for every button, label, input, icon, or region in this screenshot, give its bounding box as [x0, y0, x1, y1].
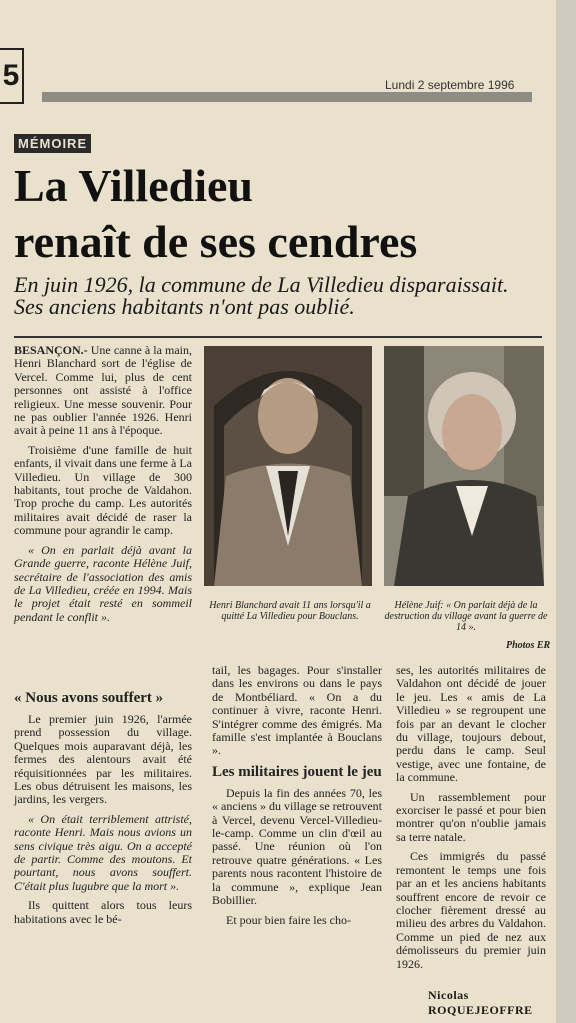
photo-henri-blanchard [204, 346, 372, 586]
paragraph: tail, les bagages. Pour s'installer dans les environs ou dans le pays de Montbéliard. « On a du continuer à vivre, raconte Henri. S'intégrer comme des émigrés. Ma famille s'est implantée à Bouclans ». [212, 663, 382, 758]
paragraph: Troisième d'une famille de huit enfants, il vivait dans une ferme à La Villedieu. Un village de 300 habitants, tout proche de Valdahon. Trop proche du camp. Les autorités militaires avait décidé de raser la commune pour agrandir le camp. [14, 442, 192, 538]
paragraph: « On était terriblement attristé, raconte Henri. Mais nous avions un sens civique très aigu. On a accepté de partir. Comme des moutons. Et pourtant, nous avons souffert. C'était plus lugubre que la mort ». [14, 811, 192, 893]
header-rule [42, 92, 532, 102]
paragraph: ses, les autorités militaires de Valdahon ont décidé de jouer le jeu. Les « amis de La Villedieu » se regroupent une fois par an devant le clocher du village, toujours debout, perdu dans le camp. Seul vestige, avec une fontaine, de la commune. [396, 663, 546, 785]
standfirst-rule [14, 336, 542, 338]
dateline: BESANÇON.- [14, 343, 88, 357]
article-column-2 [14, 690, 192, 932]
paragraph: Ces immigrés du passé remontent le temps une fois par an et les anciens habitants souffrent encore de revoir ce clocher fièrement dressé au milieu des arbres du Valdahon. Comme un pied de nez aux démolisseurs du premier juin 1926. [396, 849, 546, 971]
headline [14, 158, 544, 270]
author-signature: Nicolas ROQUEJEOFFRE [428, 988, 533, 1017]
subheading: « Nous avons souffert » [14, 690, 164, 706]
photo-caption-1: Henri Blanchard avait 11 ans lorsqu'il a quitté La Villedieu pour Bouclans. [209, 600, 371, 622]
portrait-woman-image [384, 346, 544, 586]
article-column-3 [212, 664, 382, 933]
photo-caption-2: Hélène Juif: « On parlait déjà de la destruction du village avant la guerre de 14 ». [384, 600, 548, 633]
paragraph: Et pour bien faire les cho- [226, 912, 351, 927]
portrait-man-image [204, 346, 372, 586]
paragraph: Un rassemblement pour exorciser le passé et pour bien montrer qu'on n'oublie jamais sa terre natale. [396, 789, 546, 844]
subheading: Les militaires jouent le jeu [212, 763, 382, 780]
paragraph: Ils quittent alors tous leurs habitations avec le bé- [14, 898, 192, 926]
headline-line-1: La Villedieu [14, 160, 253, 211]
paragraph: Depuis la fin des années 70, les « anciens » du village se retrouvent à Vercel, devenu Vercel-Villedieu-le-camp. Comme un clin d'œil au passé. Une réunion où l'on retrouve quatre générations. « Les parents nous racontent l'histoire de la commune », explique Jean Bobillier. [212, 785, 382, 908]
page-number: 5 [0, 48, 24, 104]
article-column-1 [14, 344, 192, 630]
paragraph: « On en parlait déjà avant la Grande guerre, raconte Hélène Juif, secrétaire de l'association des amis de La Villedieu, créée en 1994. Mais le projet était resté en sommeil pendant le conflit ». [14, 542, 192, 624]
headline-line-2: renaît de ses cendres [14, 216, 418, 267]
photo-credit: Photos ER [506, 640, 551, 651]
photo-helene-juif [384, 346, 544, 586]
paragraph: BESANÇON.- Une canne à la main, Henri Blanchard sort de l'église de Vercel. Comme lui, plus de cent personnes ont assisté à l'office religieux. Une messe souvenir. Pour ne pas oublier l'année 1926. Henri avait à peine 11 ans à l'époque. [14, 343, 192, 438]
section-label: MÉMOIRE [14, 134, 91, 153]
background-edge [556, 0, 576, 1023]
issue-date: Lundi 2 septembre 1996 [385, 78, 515, 92]
standfirst: En juin 1926, la commune de La Villedieu disparaissait. Ses anciens habitants n'ont pas oublié. [14, 272, 509, 319]
article-column-4 [396, 664, 546, 977]
paragraph: Le premier juin 1926, l'armée prend possession du village. Quelques mois auparavant déjà, les fermes des alentours avait été réquisitionnées par les militaires. Les obus détruisent les maisons, les jardins, les vergers. [14, 712, 192, 807]
